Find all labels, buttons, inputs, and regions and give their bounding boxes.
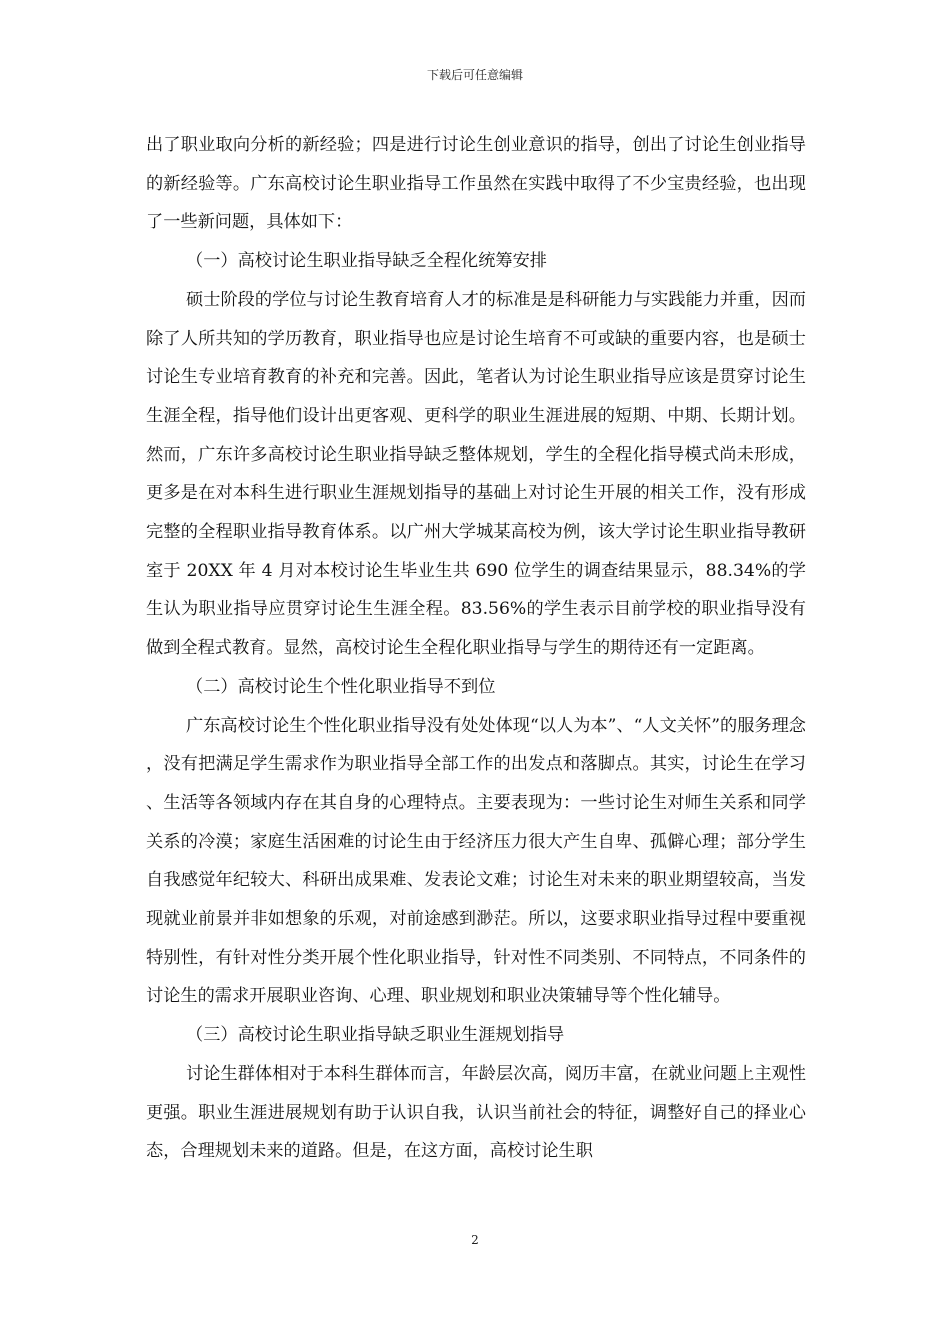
section-heading-3: （三）高校讨论生职业指导缺乏职业生涯规划指导 [186, 1025, 565, 1046]
paragraph-intro-continuation: 出了职业取向分析的新经验；四是进行讨论生创业意识的指导，创出了讨论生创业指导的新经验等。广东高校讨论生职业指导工作虽然在实践中取得了不少宝贵经验，也出现了一些新问题，具体如下： [146, 135, 806, 233]
section-heading-1: （一）高校讨论生职业指导缺乏全程化统筹安排 [186, 251, 547, 272]
paragraph-section-1: 硕士阶段的学位与讨论生教育培育人才的标准是是科研能力与实践能力并重，因而除了人所共知的学历教育，职业指导也应是讨论生培育不可或缺的重要内容，也是硕士讨论生专业培育教育的补充和完善。因此，笔者认为讨论生职业指导应该是贯穿讨论生生涯全程，指导他们设计出更客观、更科学的职业生涯进展的短期、中期、长期计划。然而，广东许多高校讨论生职业指导缺乏整体规划，学生的全程化指导模式尚未形成，更多是在对本科生进行职业生涯规划指导的基础上对讨论生开展的相关工作，没有形成完整的全程职业指导教育体系。以广州大学城某高校为例，该大学讨论生职业指导教研室于 20XX 年 4 月对本校讨论生毕业生共 690 位学生的调查结果显示，88.34%的学生认为职业指导应贯穿讨论生生涯全程。83.56%的学生表示目前学校的职业指导没有做到全程式教育。显然，高校讨论生全程化职业指导与学生的期待还有一定距离。 [146, 289, 806, 659]
paragraph-section-3: 讨论生群体相对于本科生群体而言，年龄层次高，阅历丰富，在就业问题上主观性更强。职业生涯进展规划有助于认识自我，认识当前社会的特征，调整好自己的择业心态，合理规划未来的道路。但是，在这方面，高校讨论生职 [146, 1063, 806, 1162]
page-header: 下载后可任意编辑 [426, 68, 523, 82]
paragraph-section-2: 广东高校讨论生个性化职业指导没有处处体现“以人为本”、“人文关怀”的服务理念，没有把满足学生需求作为职业指导全部工作的出发点和落脚点。其实，讨论生在学习、生活等各领域内存在其自身的心理特点。主要表现为：一些讨论生对师生关系和同学关系的冷漠；家庭生活困难的讨论生由于经济压力很大产生自卑、孤僻心理；部分学生自我感觉年纪较大、科研出成果难、发表论文难；讨论生对未来的职业期望较高，当发现就业前景并非如想象的乐观，对前途感到渺茫。所以，这要求职业指导过程中要重视特别性，有针对性分类开展个性化职业指导，针对性不同类别、不同特点，不同条件的讨论生的需求开展职业咨询、心理、职业规划和职业决策辅导等个性化辅导。 [146, 715, 806, 1007]
page-number: 2 [471, 1233, 479, 1247]
document-body [146, 126, 806, 1171]
section-heading-2: （二）高校讨论生个性化职业指导不到位 [186, 676, 496, 697]
